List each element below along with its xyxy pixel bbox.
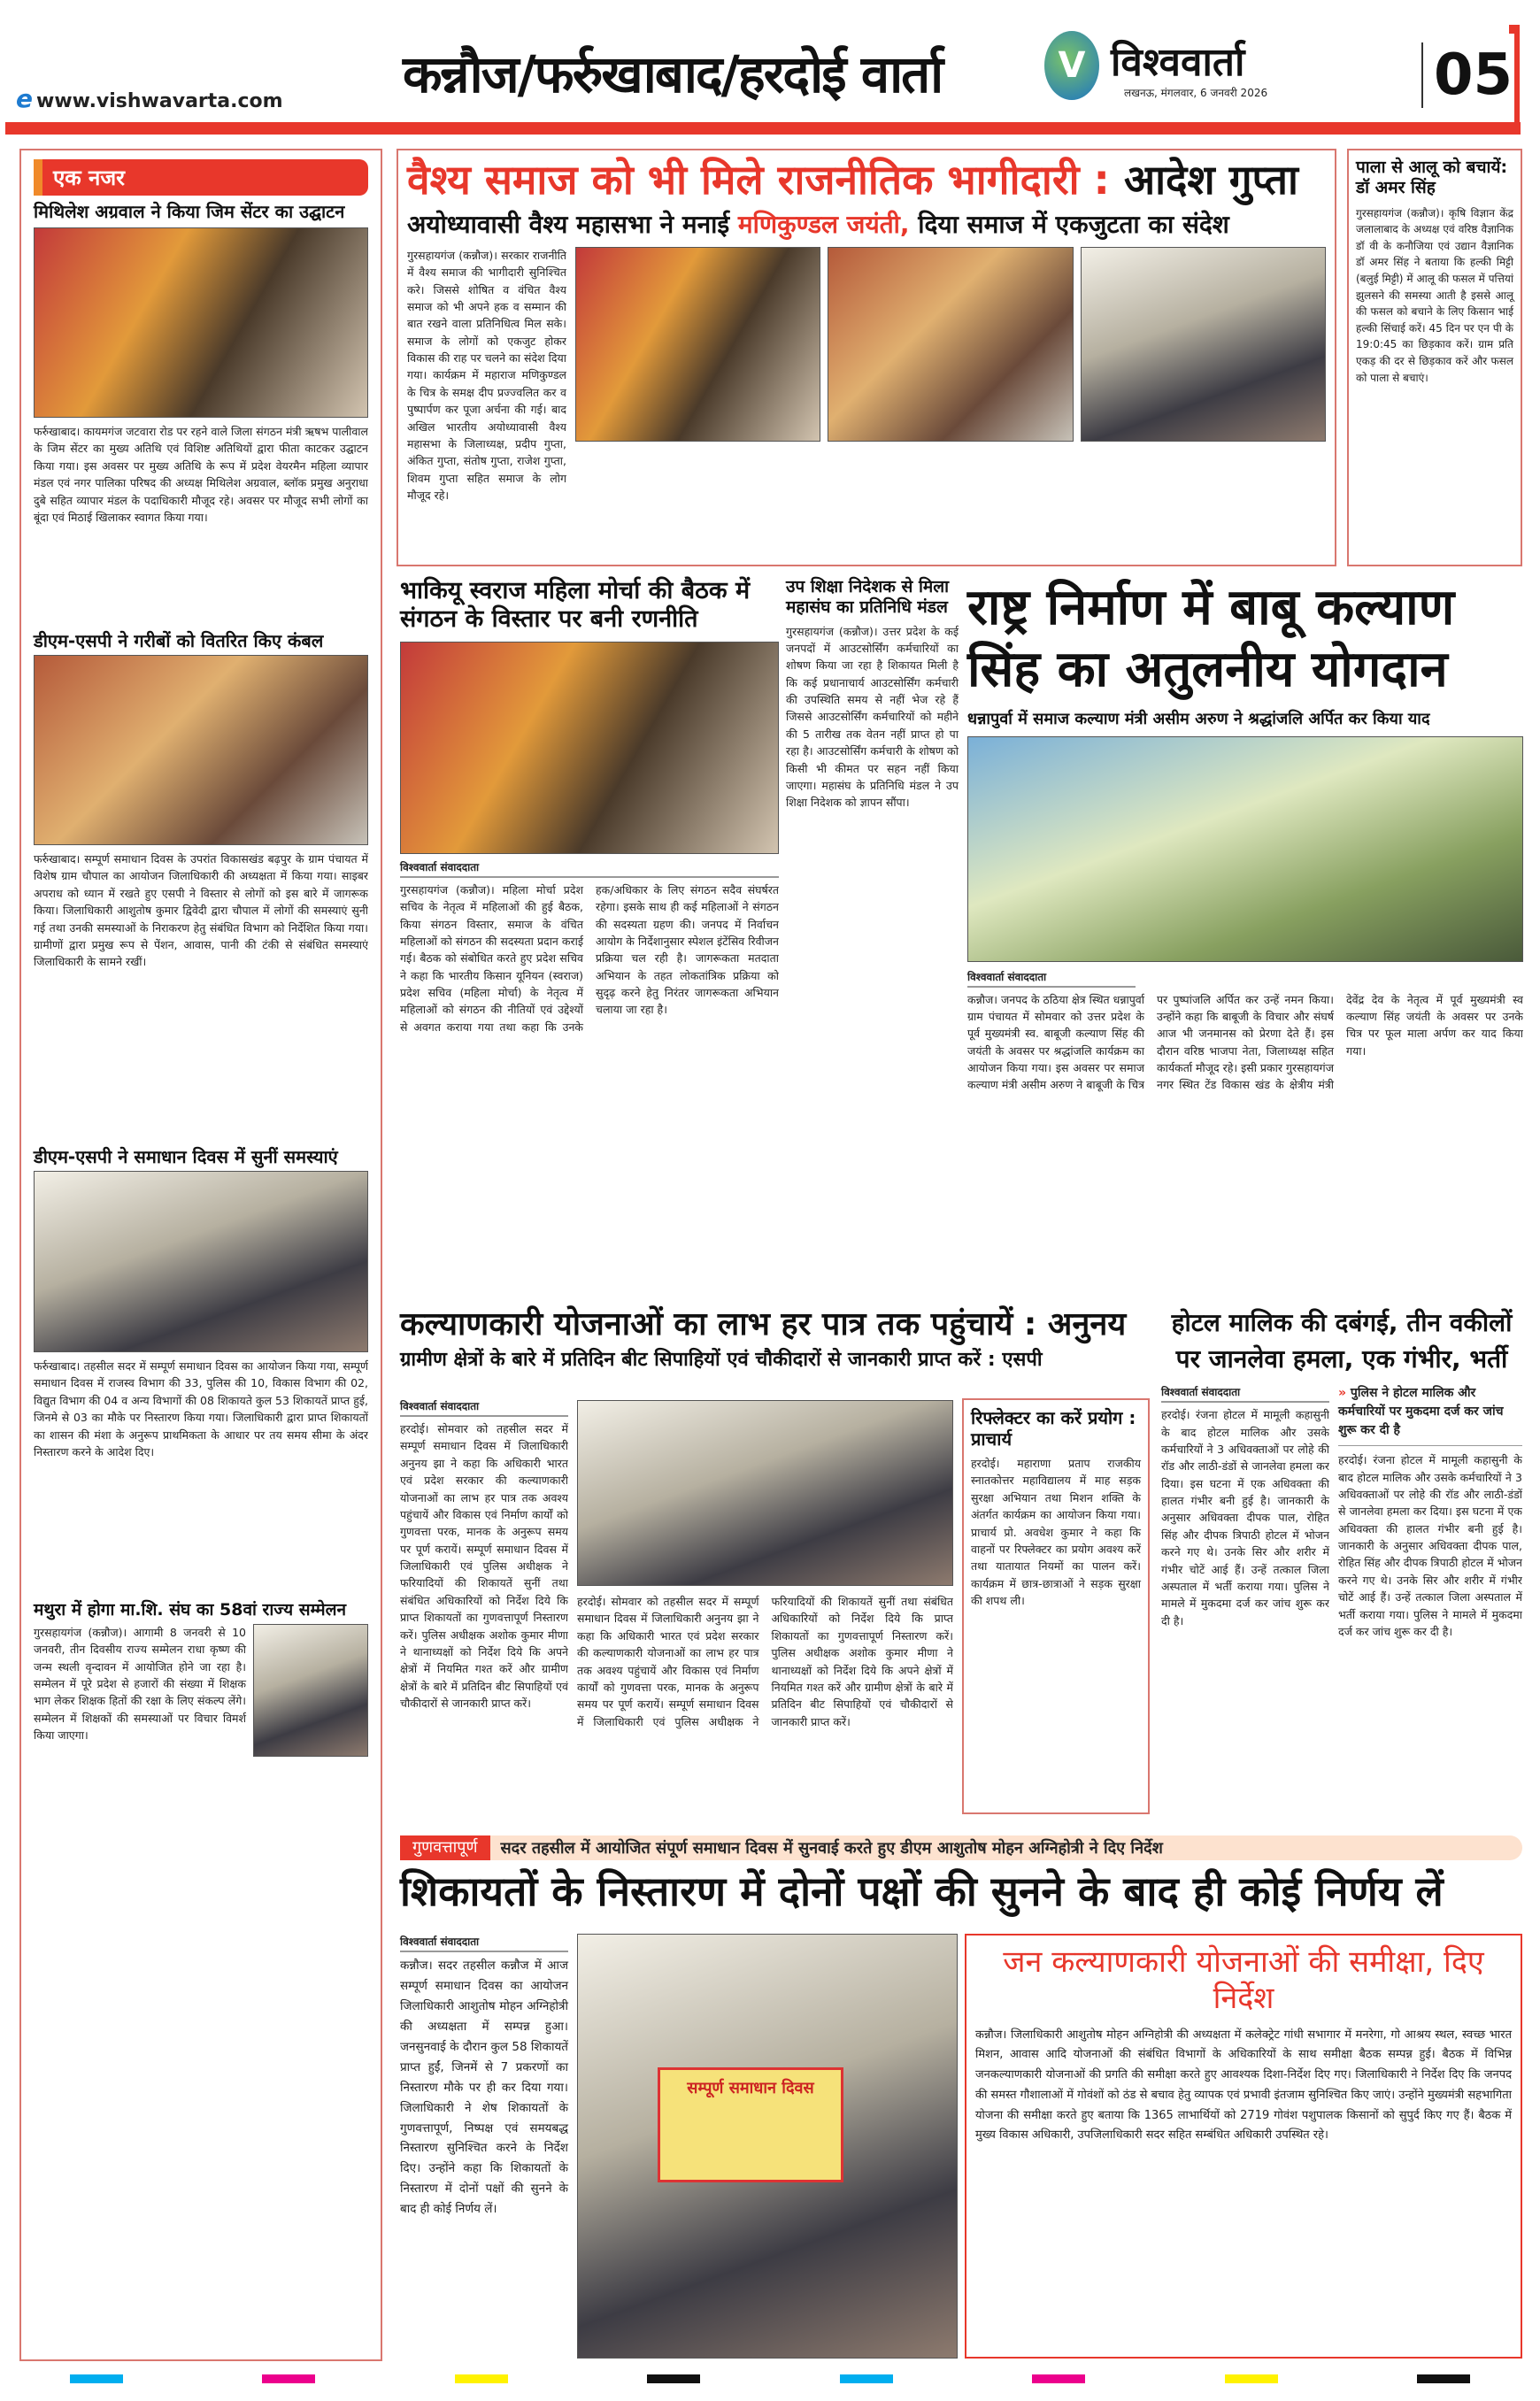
story-body: फर्रुखाबाद। तहसील सदर में सम्पूर्ण समाधान दिवस का आयोजन किया गया, सम्पूर्ण समाधान दिवस में राजस्व विभाग की 33, पुलिस की 10, विकास विभाग की 02, विद्युत विभाग की 04 व अन्य विभागों की 08 शिकायते कुल 53 शिकायतें प्राप्त हुई, जिनमे से 03 का मौके पर निस्तारण किया गया। जिलाधिकारी द्वारा प्राप्त शिकायतों का शासन की मंशा के अनुरूप प्राथमिकता के आधार पर तय समय सीमा के अंदर निस्तारण करने के आदेश दिए। [34, 1359, 368, 1458]
story-body: गुरसहायगंज (कन्नौज)। कृषि विज्ञान केंद्र जलालाबाद के अध्यक्ष एवं वरिष्ठ वैज्ञानिक डॉ वी के कनौजिया एवं उद्यान वैज्ञानिक डॉ अमर सिंह ने बताया कि हल्की मिट्टी (बलुई मिट्टी) में आलू की फसल में पत्तियां झुलसने की समस्या आती है इससे आलू की फसल को बचाने के लिए किसान भाई हल्की सिंचाई करें। 45 दिन पर एन पी के 19:0:45 का छिड़काव करें। ग्राम प्रति एकड़ की दर से छिड़काव करें और फसल को पाला से बचाएं। [1356, 206, 1513, 384]
byline: विश्ववार्ता संवाददाता [1161, 1384, 1329, 1403]
bhakiyu-story [400, 577, 779, 1294]
caption-banner [400, 1835, 1522, 1860]
banner-text: सदर तहसील में आयोजित संपूर्ण समाधान दिवस में सुनवाई करते हुए डीएम आशुतोष मोहन अग्निहोत्री ने दिए निर्देश [500, 1839, 1163, 1858]
registration-mark [1417, 2374, 1470, 2383]
registration-mark [455, 2374, 508, 2383]
story-photo [828, 247, 1073, 442]
story-headline: डीएम-एसपी ने समाधान दिवस में सुनीं समस्याएं [34, 1146, 338, 1167]
story-body: हरदोई। महाराणा प्रताप राजकीय स्नातकोत्तर महाविद्यालय में माह सड़क सुरक्षा अभियान तथा मिशन शक्ति के अंतर्गत कार्यक्रम का आयोजन किया गया। प्राचार्य प्रो. अवधेश कुमार ने कहा कि वाहनों पर रिफ्लेक्टर का प्रयोग अवश्य करें तथा यातायात नियमों का पालन करें। कार्यक्रम में छात्र-छात्राओं ने सड़क सुरक्षा की शपथ ली। [971, 1457, 1141, 1607]
quote-chevron-icon: » [1338, 1386, 1347, 1401]
story-headline: भाकियू स्वराज महिला मोर्चा की बैठक में संगठन के विस्तार पर बनी रणनीति [400, 577, 751, 634]
pull-quote-text: पुलिस ने होटल मालिक और कर्मचारियों पर मुकदमा दर्ज कर जांच शुरू कर दी है [1338, 1386, 1504, 1438]
upshiksha-story [786, 577, 959, 1294]
registration-mark [70, 2374, 123, 2383]
subhead-highlight: मणिकुण्डल जयंती, [737, 210, 910, 240]
registration-mark [262, 2374, 315, 2383]
story-headline: उप शिक्षा निदेशक से मिला महासंघ का प्रतिनिधि मंडल [786, 577, 950, 617]
page-title: कन्नौज/फर्रुखाबाद/हरदोई वार्ता [403, 44, 943, 104]
story-headline: कल्याणकारी योजनाओं का लाभ हर पात्र तक पहुंचायें : अनुनय [400, 1306, 1127, 1343]
subhead: ग्रामीण क्षेत्रों के बारे में प्रतिदिन बीट सिपाहियों एवं चौकीदारों से जानकारी प्राप्त करें : एसपी [400, 1349, 1043, 1372]
headline-red: वैश्य समाज को भी मिले राजनीतिक भागीदारी : [407, 156, 1110, 204]
byline: विश्ववार्ता संवाददाता [400, 1398, 568, 1417]
left-column [19, 149, 382, 2361]
story-photo [577, 1400, 953, 1586]
story-photo [575, 247, 820, 442]
byline: विश्ववार्ता संवाददाता [400, 859, 779, 878]
story-body-continued: हरदोई। सोमवार को तहसील सदर में सम्पूर्ण समाधान दिवस में जिलाधिकारी अनुनय झा ने कहा कि अधिकारी भारत एवं प्रदेश सरकार की कल्याणकारी योजनाओं का लाभ हर पात्र तक अवश्य पहुंचायें और विकास एवं निर्माण कार्यों को गुणवत्ता परक, मानक के अनुरूप समय पर पूर्ण करायें। सम्पूर्ण समाधान दिवस में जिलाधिकारी एवं पुलिस अधीक्षक ने फरियादियों की शिकायतें सुनीं तथा संबंधित अधिकारियों को निर्देश दिये कि प्राप्त शिकायतों का गुणवत्तापूर्ण निस्तारण करें। पुलिस अधीक्षक अशोक कुमार मीणा ने थानाध्यक्षों को निर्देश दिये कि अपने क्षेत्रों में नियमित गश्त करें और ग्रामीण क्षेत्रों के बारे में प्रतिदिन बीट सिपाहियों एवं चौकीदारों से जानकारी प्राप्त करें। [577, 1595, 953, 1728]
website-url[interactable]: e www.vishwavarta.com [16, 84, 283, 113]
photo-banner: सम्पूर्ण समाधान दिवस [658, 2067, 843, 2182]
jan-story [965, 1934, 1522, 2359]
story-body: हरदोई। सोमवार को तहसील सदर में सम्पूर्ण समाधान दिवस में जिलाधिकारी अनुनय झा ने कहा कि अधिकारी भारत एवं प्रदेश सरकार की कल्याणकारी योजनाओं का लाभ हर पात्र तक अवश्य पहुंचायें और विकास एवं निर्माण कार्यों को गुणवत्ता परक, मानक के अनुरूप समय पर पूर्ण करायें। सम्पूर्ण समाधान दिवस में जिलाधिकारी एवं पुलिस अधीक्षक ने फरियादियों की शिकायतें सुनीं तथा संबंधित अधिकारियों को निर्देश दिये कि प्राप्त शिकायतों का गुणवत्तापूर्ण निस्तारण करें। पुलिस अधीक्षक अशोक कुमार मीणा ने थानाध्यक्षों को निर्देश दिये कि अपने क्षेत्रों में नियमित गश्त करें और ग्रामीण क्षेत्रों के बारे में प्रतिदिन बीट सिपाहियों एवं चौकीदारों से जानकारी प्राप्त करें। [400, 1422, 568, 1710]
portrait-photo [253, 1624, 368, 1757]
story-headline: होटल मालिक की दबंगई, तीन वकीलों पर जानलेवा हमला, एक गंभीर, भर्ती [1171, 1308, 1513, 1374]
story-body: कन्नौज। जनपद के ठठिया क्षेत्र स्थित धन्नापुर्वा ग्राम पंचायत में सोमवार को उत्तर प्रदेश के पूर्व मुख्यमंत्री स्व. बाबूजी कल्याण सिंह की जयंती के अवसर पर श्रद्धांजलि कार्यक्रम का आयोजन किया गया। इस अवसर पर समाज कल्याण मंत्री असीम अरुण ने बाबूजी के चित्र पर पुष्पांजलि अर्पित कर उन्हें नमन किया। उन्होंने कहा कि बाबूजी के विचार और संघर्ष आज भी जनमानस को प्रेरणा देते हैं। इस दौरान वरिष्ठ भाजपा नेता, जिलाध्यक्ष सहित कार्यकर्ता मौजूद रहे। इसी प्रकार गुरसहायगंज नगर स्थित टेंड विकास खंड के क्षेत्रीय मंत्री देवेंद्र देव के नेतृत्व में पूर्व मुख्यमंत्री स्व कल्याण सिंह जयंती के अवसर पर उनके चित्र पर फूल माला अर्पण कर याद किया गया। [967, 992, 1523, 1092]
brand-logo: V [1044, 31, 1099, 100]
story-headline: जन कल्याणकारी योजनाओं की समीक्षा, दिए निर्देश [1003, 1944, 1484, 2016]
headline-black: आदेश गुप्ता [1123, 156, 1298, 204]
dateline: लखनऊ, मंगलवार, 6 जनवरी 2026 [1124, 87, 1268, 99]
story-body: कन्नौज। सदर तहसील कन्नौज में आज सम्पूर्ण समाधान दिवस का आयोजन जिलाधिकारी आशुतोष मोहन अग्निहोत्री की अध्यक्षता में सम्पन्न हुआ। जनसुनवाई के दौरान कुल 58 शिकायतें प्राप्त हुईं, जिनमें से 7 प्रकरणों का निस्तारण मौके पर ही कर दिया गया। जिलाधिकारी ने शेष शिकायतों के गुणवत्तापूर्ण, निष्पक्ष एवं समयबद्ध निस्तारण सुनिश्चित करने के निर्देश दिए। उन्होंने कहा कि शिकायतों के निस्तारण में दोनों पक्षों की सुनने के बाद ही कोई निर्णय लें। [400, 1959, 568, 2217]
masthead-divider [5, 122, 1521, 135]
reflector-story [962, 1398, 1150, 1814]
story-headline: मिथिलेश अग्रवाल ने किया जिम सेंटर का उद्घाटन [34, 201, 345, 222]
subhead: धन्नापुर्वा में समाज कल्याण मंत्री असीम अरुण ने श्रद्धांजलि अर्पित कर किया याद [967, 710, 1430, 728]
subhead: दिया समाज में एकजुटता का संदेश [918, 210, 1229, 240]
registration-mark [647, 2374, 700, 2383]
story-body: फर्रुखाबाद। सम्पूर्ण समाधान दिवस के उपरांत विकासखंड बढ़पुर के ग्राम पंचायत में विशेष ग्राम चौपाल का आयोजन जिलाधिकारी की अध्यक्षता में किया गया। साइबर अपराध को ध्यान में रखते हुए एसपी ने विस्तार से लोगों को इस बारे में जागरूक किया। जिलाधिकारी आशुतोष कुमार द्विवेदी द्वारा चौपाल में लोगों की समस्याएं सुनी गई तथा उनकी समस्याओं के निराकरण हेतु संबंधित विभाग को निर्देशित किया गया। ग्रामीणों द्वारा प्रमुख रूप से पेंशन, आवास, पानी की टंकी से संबंधित समस्याएं जिलाधिकारी के सामने रखीं। [34, 852, 368, 969]
story-body: हरदोई। रंजना होटल में मामूली कहासुनी के बाद होटल मालिक और उसके कर्मचारियों ने 3 अधिवक्ताओं पर लोहे की रॉड और लाठी-डंडों से जानलेवा हमला कर दिया। इस घटना में एक अधिवक्ता की हालत गंभीर बनी हुई है। जानकारी के अनुसार अधिवक्ता दीपक पाल, रोहित सिंह और दीपक त्रिपाठी होटल में भोजन करने गए थे। उनके सिर और शरीर में गंभीर चोटें आई हैं। उन्हें तत्काल जिला अस्पताल में भर्ती कराया गया। पुलिस ने मामले में मुकदमा दर्ज कर जांच शुरू कर दी है। [1161, 1408, 1329, 1628]
story-body: गुरसहायगंज (कन्नौज)। सरकार राजनीति में वैश्य समाज की भागीदारी सुनिश्चित करे। जिससे शोषित व वंचित वैश्य समाज को भी अपने हक व सम्मान की बात रखने वाला प्रतिनिधित्व मिल सके। समाज के लोगों को एकजुट होकर विकास की राह पर चलने का संदेश दिया गया। कार्यक्रम में महाराज मणिकुण्डल के चित्र के समक्ष दीप प्रज्ज्वलित कर व पुष्पार्पण कर पूजा अर्चना की गई। बाद अखिल भारतीय अयोध्यावासी वैश्य महासभा के जिलाध्यक्ष, प्रदीप गुप्ता, अंकित गुप्ता, संतोष गुप्ता, राजेश गुप्ता, शिवम गुप्ता सहित समाज के लोग मौजूद रहे। [407, 248, 566, 503]
registration-mark [1032, 2374, 1085, 2383]
hotel-story [1161, 1305, 1522, 1823]
sidebar-story [1347, 149, 1522, 566]
byline: विश्ववार्ता संवाददाता [400, 1934, 568, 1952]
story-body: गुरसहायगंज (कन्नौज)। आगामी 8 जनवरी से 10 जनवरी, तीन दिवसीय राज्य सम्मेलन राधा कृष्ण की जन्म स्थली वृन्दावन में आयोजित होने जा रहा है। सम्मेलन में पूरे प्रदेश से हजारों की संख्या में शिक्षक भाग लेकर शिक्षक हितों की रक्षा के लिए संकल्प लेंगे। सम्मेलन में शिक्षकों की समस्याओं पर विचार विमर्श किया जाएगा। [34, 1625, 246, 1743]
story-photo [34, 1171, 368, 1352]
story-photo [1081, 247, 1326, 442]
brand-name: विश्ववार्ता [1111, 40, 1245, 85]
story-headline: पाला से आलू को बचायें: डॉ अमर सिंह [1356, 158, 1508, 197]
story-photo [34, 655, 368, 845]
babu-story [967, 577, 1523, 1294]
story-body: गुरसहायगंज (कन्नौज)। उत्तर प्रदेश के कई जनपदों में आउटसोर्सिंग कर्मचारियों का शोषण किया जा रहा है शिकायत मिली है कि कई प्रधानाचार्य आउटसोर्सिंग कर्मचारी की उपस्थिति समय से नहीं भेज रहे हैं जिससे आउटसोर्सिंग कर्मचारियों को महीने की 5 तारीख तक वेतन नहीं प्राप्त हो पा रहा है। आउटसोर्सिंग कर्मचारी के शोषण को किसी भी कीमत पर सहन नहीं किया जाएगा। महासंघ के प्रतिनिधि मंडल ने उप शिक्षा निदेशक को ज्ञापन सौंपा। [786, 624, 959, 810]
section-tag: एक नजर [34, 159, 368, 196]
color-registration-bar [0, 2374, 1540, 2387]
registration-mark [840, 2374, 893, 2383]
banner-tag: गुणवत्तापूर्ण [400, 1835, 490, 1860]
story-body: गुरसहायगंज (कन्नौज)। महिला मोर्चा प्रदेश सचिव के नेतृत्व में महिलाओं की हुई बैठक, किया संगठन विस्तार, समाज के वंचित महिलाओं को संगठन की सदस्यता प्रदान कराई गई। बैठक को संबोधित करते हुए प्रदेश सचिव ने कहा कि भारतीय किसान यूनियन (स्वराज) प्रदेश सचिव (महिला मोर्चा) के नेतृत्व में महिलाओं को संगठन की नीतियों एवं उद्देश्यों से अवगत कराया गया तथा कहा कि उनके हक/अधिकार के लिए संगठन सदैव संघर्षरत रहेगा। इसके साथ ही कई महिलाओं ने संगठन की सदस्यता ग्रहण की। जनपद में निर्वाचन आयोग के निर्देशानुसार स्पेशल इंटेंसिव रिवीजन प्रक्रिया चल रही है। जागरूकता मतदाता अभियान के तहत लोकतांत्रिक प्रक्रिया को सुदृढ़ करने हेतु निरंतर जागरूकता अभियान चलाया जा रहा है। [400, 882, 779, 1034]
page-number-frame [1509, 25, 1520, 133]
story-photo [967, 736, 1523, 962]
story-headline: डीएम-एसपी ने गरीबों को वितरित किए कंबल [34, 630, 324, 651]
kalyan-text [400, 1398, 568, 1823]
browser-icon: e [16, 84, 33, 113]
pull-quote [1338, 1384, 1522, 1446]
shikayat-text [400, 1934, 568, 2359]
subhead: अयोध्यावासी वैश्य महासभा ने मनाई [407, 210, 730, 240]
story-photo [577, 1934, 958, 2359]
kalyan-story [400, 1305, 1161, 1373]
story-photo [34, 227, 368, 418]
top-story [397, 149, 1336, 566]
page-number: 05 [1421, 42, 1513, 108]
story-body-continued: हरदोई। रंजना होटल में मामूली कहासुनी के बाद होटल मालिक और उसके कर्मचारियों ने 3 अधिवक्ताओं पर लोहे की रॉड और लाठी-डंडों से जानलेवा हमला कर दिया। इस घटना में एक अधिवक्ता की हालत गंभीर बनी हुई है। जानकारी के अनुसार अधिवक्ता दीपक पाल, रोहित सिंह और दीपक त्रिपाठी होटल में भोजन करने गए थे। उनके सिर और शरीर में गंभीर चोटें आई हैं। उन्हें तत्काल जिला अस्पताल में भर्ती कराया गया। पुलिस ने मामले में मुकदमा दर्ज कर जांच शुरू कर दी है। [1338, 1453, 1522, 1638]
story-headline: राष्ट्र निर्माण में बाबू कल्याण सिंह का अतुलनीय योगदान [967, 579, 1455, 698]
story-headline: मथुरा में होगा मा.शि. संघ का 58वां राज्य सम्मेलन [34, 1600, 347, 1620]
story-photo [400, 642, 779, 854]
story-headline: रिफ्लेक्टर का करें प्रयोग : प्राचार्य [971, 1407, 1136, 1450]
byline: विश्ववार्ता संवाददाता [967, 969, 1136, 988]
story-headline: शिकायतों के निस्तारण में दोनों पक्षों की सुनने के बाद ही कोई निर्णय लें [400, 1867, 1444, 1915]
story-body: फर्रुखाबाद। कायमगंज जटवारा रोड पर रहने वाले जिला संगठन मंत्री ऋषभ पालीवाल के जिम सेंटर का मुख्य अतिथि एवं विशिष्ट अतिथियों द्वारा फीता काटकर उद्घाटन किया गया। इस अवसर पर मुख्य अतिथि के रूप में प्रदेश वेयरमैन महिला व्यापार मंडल एवं नगर पालिका परिषद की अध्यक्ष मिथिलेश अग्रवाल, ब्लॉक प्रमुख अनुराधा दुबे सहित व्यापार मंडल के पदाधिकारी मौजूद रहे। अवसर पर मौजूद सभी लोगों का बूंदा एवं मिठाई खिलाकर स्वागत किया गया। [34, 425, 368, 524]
story-body: कन्नौज। जिलाधिकारी आशुतोष मोहन अग्निहोत्री की अध्यक्षता में कलेक्ट्रेट गांधी सभागार में मनरेगा, गो आश्रय स्थल, स्वच्छ भारत मिशन, आवास आदि योजनाओं की संबंधित विभागों के अधिकारियों के साथ समीक्षा बैठक सम्पन्न हुई। बैठक में विभिन्न जनकल्याणकारी योजनाओं की प्रगति की समीक्षा करते हुए आवश्यक दिशा-निर्देश दिए गए। जिलाधिकारी ने निर्देश दिए कि जनपद की समस्त गौशालाओं में गोवंशों को ठंड से बचाव हेतु व्यापक एवं प्रभावी इंतजाम सुनिश्चित किए जाएं। उन्होंने मुख्यमंत्री सहभागिता योजना की समीक्षा करते हुए बताया कि 1365 लाभार्थियों को 2719 गोवंश पशुपालक किसानों को सुपुर्द किए गए हैं। बैठक में मुख्य विकास अधिकारी, उपजिलाधिकारी सदर सहित सम्बंधित अधिकारी उपस्थित रहे। [975, 2028, 1512, 2143]
registration-mark [1225, 2374, 1278, 2383]
